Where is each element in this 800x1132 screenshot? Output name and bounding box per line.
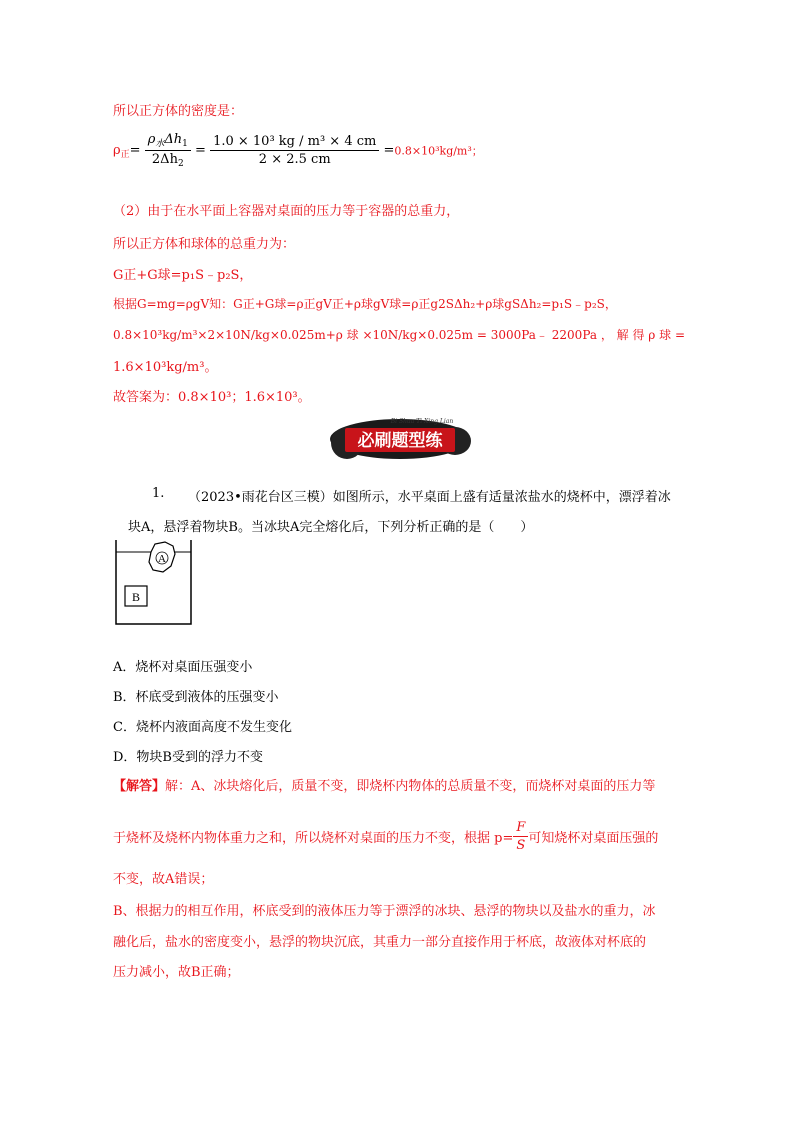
option-d: D．物块B受到的浮力不变 xyxy=(113,750,263,765)
fraction-1-denominator: $2\Delta h_2$ xyxy=(151,152,184,169)
equals-sign-2: = xyxy=(195,143,206,158)
label-b: B xyxy=(131,590,141,604)
part2-line-2: 所以正方体和球体的总重力为： xyxy=(113,237,296,252)
answer-line-1 xyxy=(113,775,655,794)
answer-line-2 xyxy=(113,820,658,856)
part2-line-4: 根据G=mg=ρgV知：G正+G球=ρ正gV正+ρ球gV球=ρ正g2SΔh₂+ρ球gSΔh₂=p₁S﹣p₂S， xyxy=(113,297,617,311)
equals-sign: = xyxy=(129,143,141,158)
logo-script: Bi Shua Ti Xing Lian xyxy=(390,418,454,425)
ink-brush-icon xyxy=(327,413,473,461)
answer-tag: 【解答】 xyxy=(113,779,166,794)
rho-symbol: ρ xyxy=(113,143,121,158)
pressure-fraction: $\frac{F}{S}$ xyxy=(513,820,528,853)
section-logo xyxy=(327,413,473,461)
answer-text-1: 解：A、冰块熔化后，质量不变，即烧杯内物体的总质量不变，而烧杯对桌面的压力等 xyxy=(165,779,656,794)
density-formula xyxy=(113,132,483,172)
answer-line-4: B、根据力的相互作用，杯底受到的液体压力等于漂浮的冰块、悬浮的物块以及盐水的重力，冰 xyxy=(113,904,656,919)
answer-text-2b: 可知烧杯对桌面压强的 xyxy=(528,831,659,846)
part2-line-5: 0.8×10³kg/m³×2×10N/kg×0.025m+ρ 球 ×10N/kg×0.025m = 3000Pa﹣ 2200Pa ， 解 得 ρ 球 = xyxy=(113,328,685,342)
formula-fraction-1 xyxy=(145,132,191,169)
fraction-2-numerator: 1.0 × 10³ kg / m³ × 4 cm xyxy=(210,134,379,151)
answer-line-5: 融化后，盐水的密度变小，悬浮的物块沉底，其重力一部分直接作用于杯底，故液体对杯底的 xyxy=(113,935,647,950)
question-line-1: （2023•雨花台区三模）如图所示，水平桌面上盛有适量浓盐水的烧杯中，漂浮着冰 xyxy=(188,490,671,505)
part2-line-6: 1.6×10³kg/m³。 xyxy=(113,360,218,375)
part2-line-3: G正+G球=p₁S﹣p₂S， xyxy=(113,268,253,283)
option-b: B．杯底受到液体的压强变小 xyxy=(113,690,279,705)
fraction-2-denominator: 2 × 2.5 cm xyxy=(258,152,331,167)
answer-line-6: 压力减小，故B正确； xyxy=(113,965,240,980)
option-a: A．烧杯对桌面压强变小 xyxy=(113,660,253,675)
question-number: 1. xyxy=(152,486,165,501)
answer-summary: 故答案为：0.8×10³；1.6×10³。 xyxy=(113,390,311,405)
option-c: C．烧杯内液面高度不发生变化 xyxy=(113,720,292,735)
beaker-diagram xyxy=(113,540,193,626)
fraction-1-numerator: $\rho_水\Delta h_1$ xyxy=(145,132,191,151)
equals-sign-3: = xyxy=(383,143,395,158)
question-line-2: 块A，悬浮着物块B。当冰块A完全熔化后，下列分析正确的是（ ） xyxy=(128,520,534,535)
formula-fraction-2 xyxy=(210,134,379,167)
answer-text-2a: 于烧杯及烧杯内物体重力之和，所以烧杯对桌面的压力不变，根据 p= xyxy=(113,831,514,846)
answer-line-3: 不变，故A错误； xyxy=(113,872,214,887)
logo-text: 必刷题型练 xyxy=(357,431,443,451)
density-result: 0.8×10³kg/m³； xyxy=(394,144,483,158)
label-a: A xyxy=(158,553,166,565)
part2-line-1: （2）由于在水平面上容器对桌面的压力等于容器的总重力， xyxy=(113,204,460,219)
density-intro: 所以正方体的密度是： xyxy=(113,104,244,119)
rho-subscript: 正 xyxy=(120,150,130,160)
